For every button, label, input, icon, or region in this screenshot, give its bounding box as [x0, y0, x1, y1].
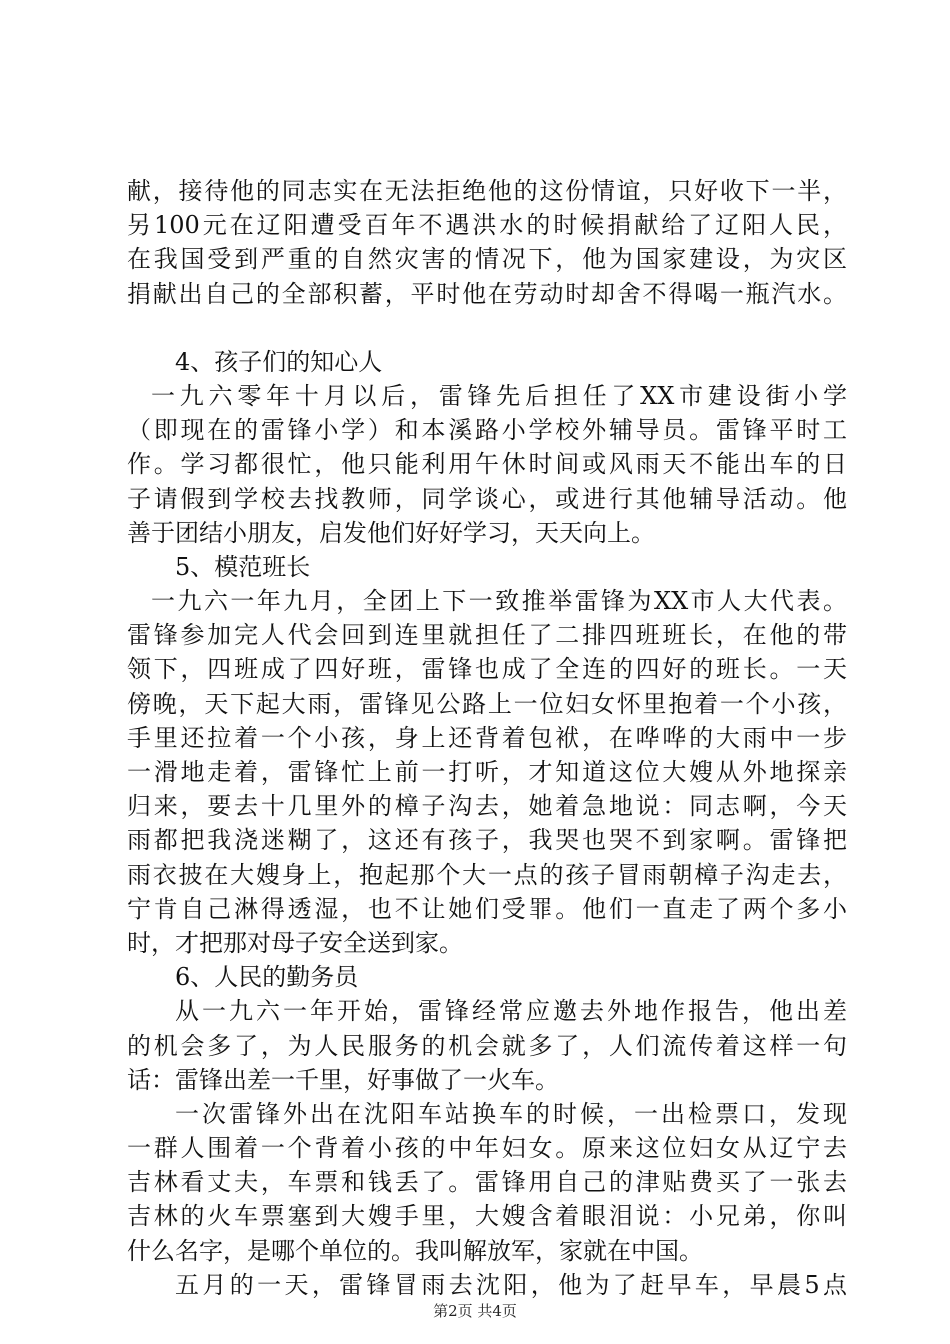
text-line: 一滑地走着，雷锋忙上前一打听，才知道这位大嫂从外地探亲 — [127, 758, 847, 786]
text-line: 领下，四班成了四好班，雷锋也成了全连的四好的班长。一天 — [127, 655, 847, 684]
text-line: 宁肯自己淋得透湿，也不让她们受罪。他们一直走了两个多小 — [127, 894, 847, 923]
section-5 — [127, 550, 847, 960]
section-6 — [127, 960, 847, 1302]
section-heading: 4、孩子们的知心人 — [175, 347, 383, 376]
page-number: 第2页 共4页 — [433, 1302, 517, 1320]
text-line: 手里还拉着一个小孩，身上还背着包袱，在哗哗的大雨中一步 — [127, 723, 847, 752]
text-line: 傍晚，天下起大雨，雷锋见公路上一位妇女怀里抱着一个小孩， — [127, 689, 847, 718]
section-4 — [127, 345, 847, 550]
text-line: 五月的一天，雷锋冒雨去沈阳，他为了赶早车，早晨5点 — [175, 1270, 847, 1299]
text-line: 另100元在辽阳遭受百年不遇洪水的时候捐献给了辽阳人民， — [127, 211, 847, 240]
text-line: 雷锋参加完人代会回到连里就担任了二排四班班长，在他的带 — [127, 621, 847, 650]
text-line: 一九六零年十月以后，雷锋先后担任了XX市建设街小学 — [151, 381, 847, 410]
text-line: 雨衣披在大嫂身上，抱起那个大一点的孩子冒雨朝樟子沟走去， — [127, 860, 847, 889]
text-line: 话：雷锋出差一千里，好事做了一火车。 — [127, 1065, 559, 1094]
text-line: 时，才把那对母子安全送到家。 — [127, 928, 463, 957]
paragraph-gap — [127, 311, 847, 345]
text-line: 吉林看丈夫，车票和钱丢了。雷锋用自己的津贴费买了一张去 — [127, 1168, 847, 1197]
text-line: （即现在的雷锋小学）和本溪路小学校外辅导员。雷锋平时工 — [127, 416, 847, 445]
text-line: 什么名字，是哪个单位的。我叫解放军，家就在中国。 — [127, 1236, 703, 1265]
text-line: 的机会多了，为人民服务的机会就多了，人们流传着这样一句 — [127, 1031, 847, 1060]
page-body — [127, 174, 847, 1302]
text-line: 雨都把我浇迷糊了，这还有孩子，我哭也哭不到家啊。雷锋把 — [127, 826, 847, 855]
text-line: 从一九六一年开始，雷锋经常应邀去外地作报告，他出差 — [175, 997, 847, 1026]
text-line: 一次雷锋外出在沈阳车站换车的时候，一出检票口，发现 — [175, 1099, 847, 1128]
text-line: 子请假到学校去找教师，同学谈心，或进行其他辅导活动。他 — [127, 484, 847, 513]
section-heading: 5、模范班长 — [175, 552, 311, 581]
text-line: 吉林的火车票塞到大嫂手里，大嫂含着眼泪说：小兄弟，你叫 — [127, 1202, 847, 1231]
text-line: 善于团结小朋友，启发他们好好学习，天天向上。 — [127, 518, 655, 547]
text-line: 一群人围着一个背着小孩的中年妇女。原来这位妇女从辽宁去 — [127, 1134, 847, 1163]
text-line: 作。学习都很忙，他只能利用午休时间或风雨天不能出车的日 — [127, 450, 847, 479]
paragraph-donation — [127, 174, 847, 311]
text-line: 归来，要去十几里外的樟子沟去，她着急地说：同志啊，今天 — [127, 792, 847, 821]
text-line: 一九六一年九月，全团上下一致推举雷锋为XX市人大代表。 — [151, 587, 847, 616]
text-line: 在我国受到严重的自然灾害的情况下，他为国家建设，为灾区 — [127, 245, 847, 274]
text-line: 捐献出自己的全部积蓄，平时他在劳动时却舍不得喝一瓶汽水。 — [127, 279, 847, 308]
text-line: 献，接待他的同志实在无法拒绝他的这份情谊，只好收下一半， — [127, 177, 847, 205]
section-heading: 6、人民的勤务员 — [175, 963, 359, 992]
